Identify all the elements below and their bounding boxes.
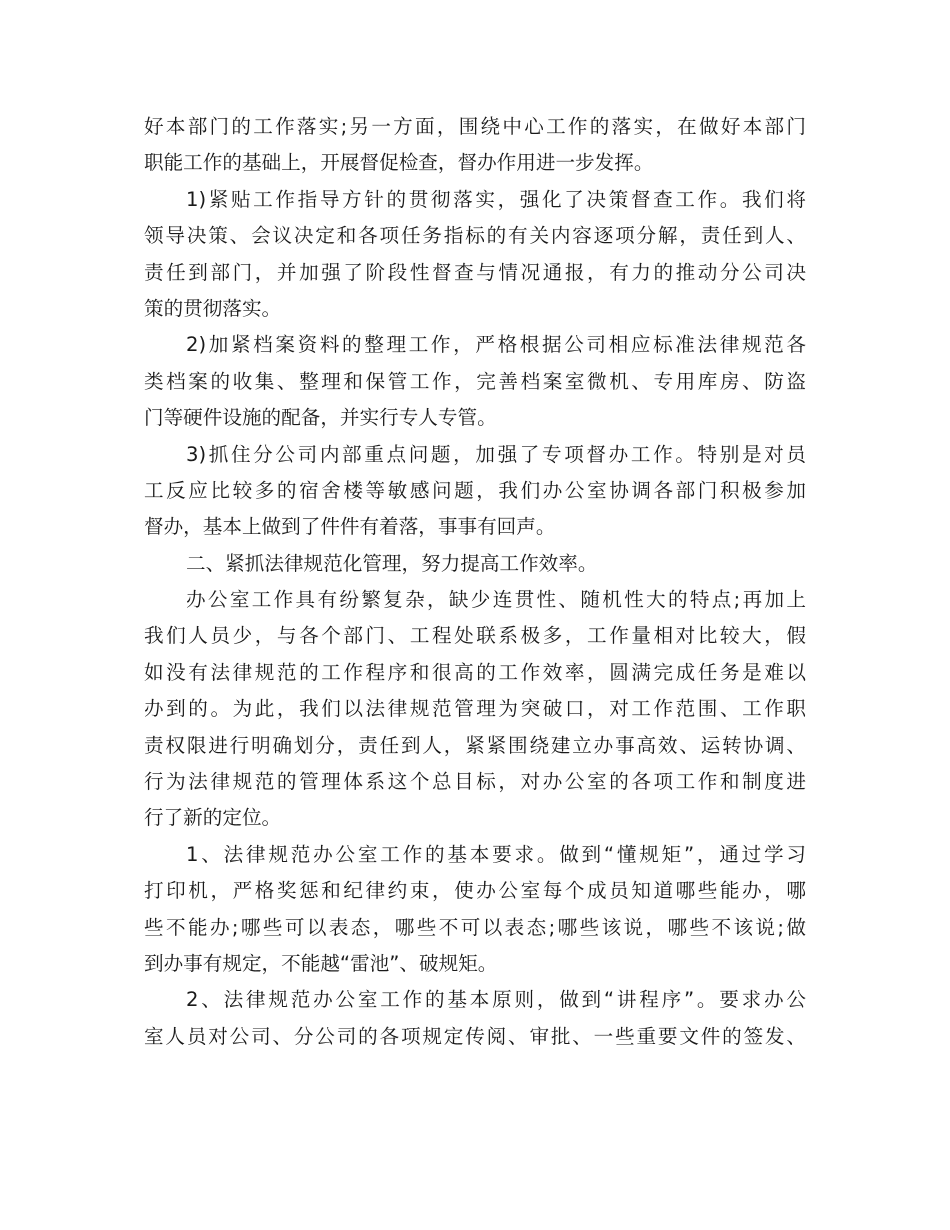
text-line: 门等硬件设施的配备，并实行专人专管。	[144, 406, 497, 430]
paragraph	[144, 182, 806, 328]
text-line: 2)加紧档案资料的整理工作，严格根据公司相应标准法律规范各	[186, 333, 806, 357]
text-line: 好本部门的工作落实;另一方面，围绕中心工作的落实，在做好本部门	[144, 115, 806, 138]
text-line: 督办，基本上做到了件件有着落，事事有回声。	[144, 515, 556, 539]
text-line: 1、法律规范办公室工作的基本要求。做到“懂规矩”，通过学习	[186, 842, 806, 866]
paragraph	[144, 546, 806, 582]
text-line: 我们人员少，与各个部门、工程处联系极多，工作量相对比较大，假	[144, 624, 806, 648]
text-line: 领导决策、会议决定和各项任务指标的有关内容逐项分解，责任到人、	[144, 224, 806, 248]
text-line: 二、紧抓法律规范化管理，努力提高工作效率。	[186, 551, 598, 575]
text-line: 办公室工作具有纷繁复杂，缺少连贯性、随机性大的特点;再加上	[186, 588, 806, 612]
paragraph	[144, 327, 806, 436]
text-line: 行了新的定位。	[144, 806, 282, 830]
text-line: 策的贯彻落实。	[144, 296, 282, 320]
text-line: 室人员对公司、分公司的各项规定传阅、审批、一些重要文件的签发、	[144, 1024, 806, 1048]
text-line: 打印机，严格奖惩和纪律约束，使办公室每个成员知道哪些能办，哪	[144, 879, 806, 903]
paragraph	[144, 109, 806, 182]
text-line: 2、法律规范办公室工作的基本原则，做到“讲程序”。要求办公	[186, 988, 806, 1012]
text-line: 责权限进行明确划分，责任到人，紧紧围绕建立办事高效、运转协调、	[144, 733, 806, 757]
text-line: 类档案的收集、整理和保管工作，完善档案室微机、专用库房、防盗	[144, 369, 806, 393]
paragraph	[144, 982, 806, 1055]
text-line: 职能工作的基础上，开展督促检查，督办作用进一步发挥。	[144, 151, 654, 175]
text-line: 如没有法律规范的工作程序和很高的工作效率，圆满完成任务是难以	[144, 660, 806, 684]
text-line: 工反应比较多的宿舍楼等敏感问题，我们办公室协调各部门积极参加	[144, 478, 806, 502]
paragraph	[144, 582, 806, 837]
paragraph	[144, 437, 806, 546]
text-line: 办到的。为此，我们以法律规范管理为突破口，对工作范围、工作职	[144, 697, 806, 721]
text-line: 责任到部门，并加强了阶段性督查与情况通报，有力的推动分公司决	[144, 260, 806, 284]
text-line: 些不能办;哪些可以表态，哪些不可以表态;哪些该说，哪些不该说;做	[144, 915, 806, 939]
text-line: 到办事有规定，不能越“雷池”、破规矩。	[144, 951, 498, 975]
text-line: 1)紧贴工作指导方针的贯彻落实，强化了决策督查工作。我们将	[186, 187, 806, 211]
paragraph	[144, 837, 806, 983]
text-line: 3)抓住分公司内部重点问题，加强了专项督办工作。特别是对员	[186, 442, 806, 466]
document-body	[144, 109, 806, 1055]
text-line: 行为法律规范的管理体系这个总目标，对办公室的各项工作和制度进	[144, 770, 806, 794]
